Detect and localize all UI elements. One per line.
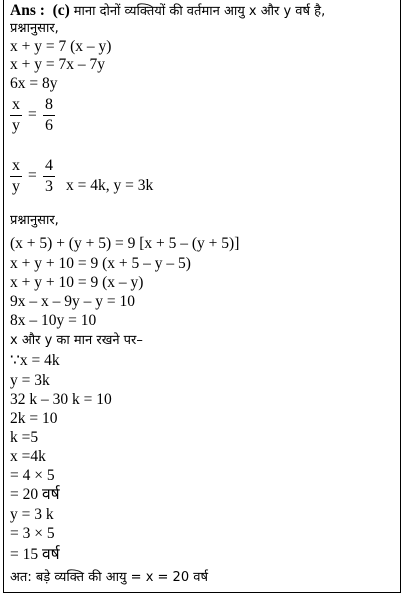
solution-line: = 20 वर्ष [10, 486, 60, 503]
equals-sign: = [28, 106, 37, 123]
solution-line: प्रश्नानुसार, [10, 21, 59, 36]
fraction-numerator: 8 [45, 96, 53, 113]
fraction-numerator: x [12, 96, 20, 113]
solution-line: x =4k [10, 448, 46, 465]
answer-intro: माना दोनों व्यक्तियों की वर्तमान आयु x और y वर्ष है, [73, 4, 326, 19]
solution-line: y = 3 k [10, 506, 54, 523]
fraction-numerator: x [12, 157, 20, 174]
fraction-denominator: y [12, 117, 20, 134]
solution-line: = 3 × 5 [10, 525, 55, 542]
solution-line: = 4 × 5 [10, 467, 55, 484]
solution-line: (x + 5) + (y + 5) = 9 [x + 5 – (y + 5)] [10, 235, 240, 252]
solution-line: 6x = 8y [10, 75, 58, 92]
solution-line: 32 k – 30 k = 10 [10, 391, 112, 408]
solution-line: 2k = 10 [10, 410, 58, 427]
fraction-numerator: 4 [45, 157, 53, 174]
fraction-denominator: 3 [45, 178, 53, 195]
solution-line: y = 3k [10, 372, 50, 389]
solution-line: x + y + 10 = 9 (x – y) [10, 274, 144, 291]
fraction-denominator: y [12, 178, 20, 195]
solution-line: x और y का मान रखने पर– [10, 333, 143, 348]
answer-option: (c) [52, 2, 70, 19]
answer-header [10, 2, 325, 21]
solution-line: k =5 [10, 429, 39, 446]
solution-line: = 15 वर्ष [10, 546, 60, 563]
fraction-denominator: 6 [45, 117, 53, 134]
solution-line: ∵x = 4k [10, 352, 60, 369]
answer-label: Ans : [10, 2, 45, 19]
solution-box [3, 0, 401, 593]
solution-line: प्रश्नानुसार, [10, 213, 59, 228]
conclusion-text: अत: बड़े व्यक्ति की आयु = x = 20 वर्ष [10, 570, 208, 585]
equals-sign: = [28, 167, 37, 184]
solution-line: x + y + 10 = 9 (x + 5 – y – 5) [10, 255, 191, 272]
solution-line: 9x – x – 9y – y = 10 [10, 293, 135, 310]
solution-line: x + y = 7 (x – y) [10, 38, 112, 55]
substitution-text: x = 4k, y = 3k [66, 177, 154, 194]
solution-line: 8x – 10y = 10 [10, 312, 97, 329]
solution-line: x + y = 7x – 7y [10, 56, 105, 73]
conclusion-line [10, 568, 208, 587]
